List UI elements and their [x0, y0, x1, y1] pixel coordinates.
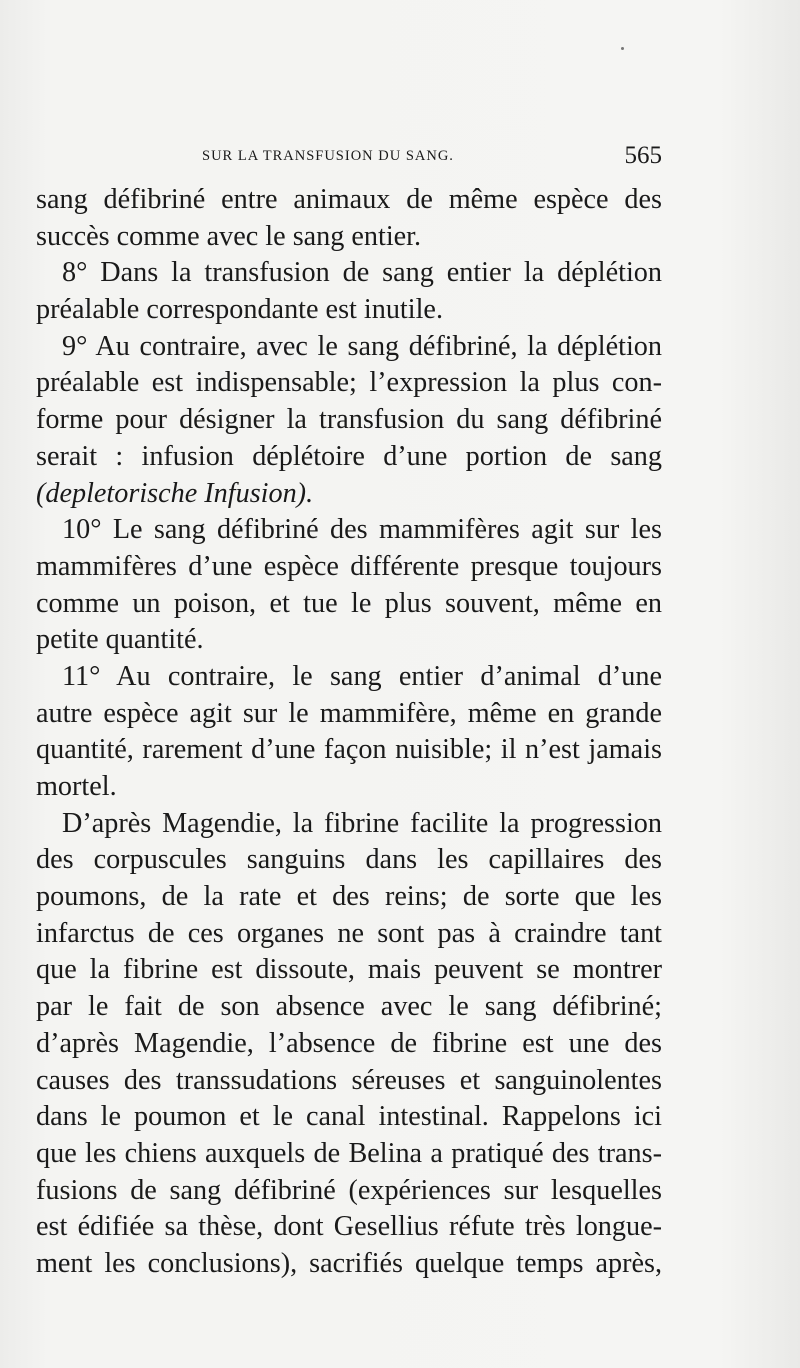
page-number: 565 [624, 142, 662, 169]
text-line: infarctus de ces organes ne sont pas à craindre tant [36, 917, 662, 949]
text-line: dans le poumon et le canal intestinal. Rappelons ici [36, 1101, 662, 1133]
text-line: comme un poison, et tue le plus souvent, même en [36, 587, 662, 619]
text-line: poumons, de la rate et des reins; de sorte que les [36, 881, 662, 913]
text-line: 11° Au contraire, le sang entier d’animal d’une [62, 660, 662, 692]
text-line: forme pour désigner la transfusion du sang défibriné [36, 404, 662, 436]
text-line: 10° Le sang défibriné des mammifères agit sur les [62, 514, 662, 546]
text-line: des corpuscules sanguins dans les capillaires des [36, 844, 662, 876]
text-line: 9° Au contraire, avec le sang défibriné, la déplétion [62, 330, 662, 362]
text-line: ment les conclusions), sacrifiés quelque temps après, [36, 1247, 662, 1279]
text-line: petite quantité. [36, 624, 204, 656]
scan-speck [621, 47, 624, 50]
text-line: sang défibriné entre animaux de même espèce des [36, 184, 662, 215]
body-text [36, 182, 662, 1283]
text-line: est édifiée sa thèse, dont Gesellius réfute très longue- [36, 1211, 662, 1243]
text-line: d’après Magendie, l’absence de fibrine est une des [36, 1027, 662, 1059]
running-head-title: SUR LA TRANSFUSION DU SANG. [202, 148, 454, 164]
text-line: D’après Magendie, la fibrine facilite la progression [62, 807, 662, 839]
running-head [36, 142, 662, 172]
text-line: que la fibrine est dissoute, mais peuvent se montrer [36, 954, 662, 986]
text-line: par le fait de son absence avec le sang défibriné; [36, 991, 662, 1023]
text-line: 8° Dans la transfusion de sang entier la déplétion [62, 257, 662, 289]
text-line: autre espèce agit sur le mammifère, même en grande [36, 697, 662, 729]
text-line: succès comme avec le sang entier. [36, 220, 422, 252]
text-line: préalable correspondante est inutile. [36, 294, 443, 326]
text-line: quantité, rarement d’une façon nuisible; il n’est jamais [36, 734, 662, 766]
text-line: préalable est indispensable; l’expression la plus con- [36, 367, 662, 399]
text-line: serait : infusion déplétoire d’une portion de sang [36, 440, 662, 472]
text-line: (depletorische Infusion). [36, 477, 314, 509]
text-line: mortel. [36, 771, 117, 802]
text-line: que les chiens auxquels de Belina a pratiqué des trans- [36, 1137, 662, 1169]
text-line: fusions de sang défibriné (expériences sur lesquelles [36, 1174, 662, 1206]
text-line: mammifères d’une espèce différente presque toujours [36, 550, 662, 582]
text-line: causes des transsudations séreuses et sanguinolentes [36, 1064, 662, 1096]
